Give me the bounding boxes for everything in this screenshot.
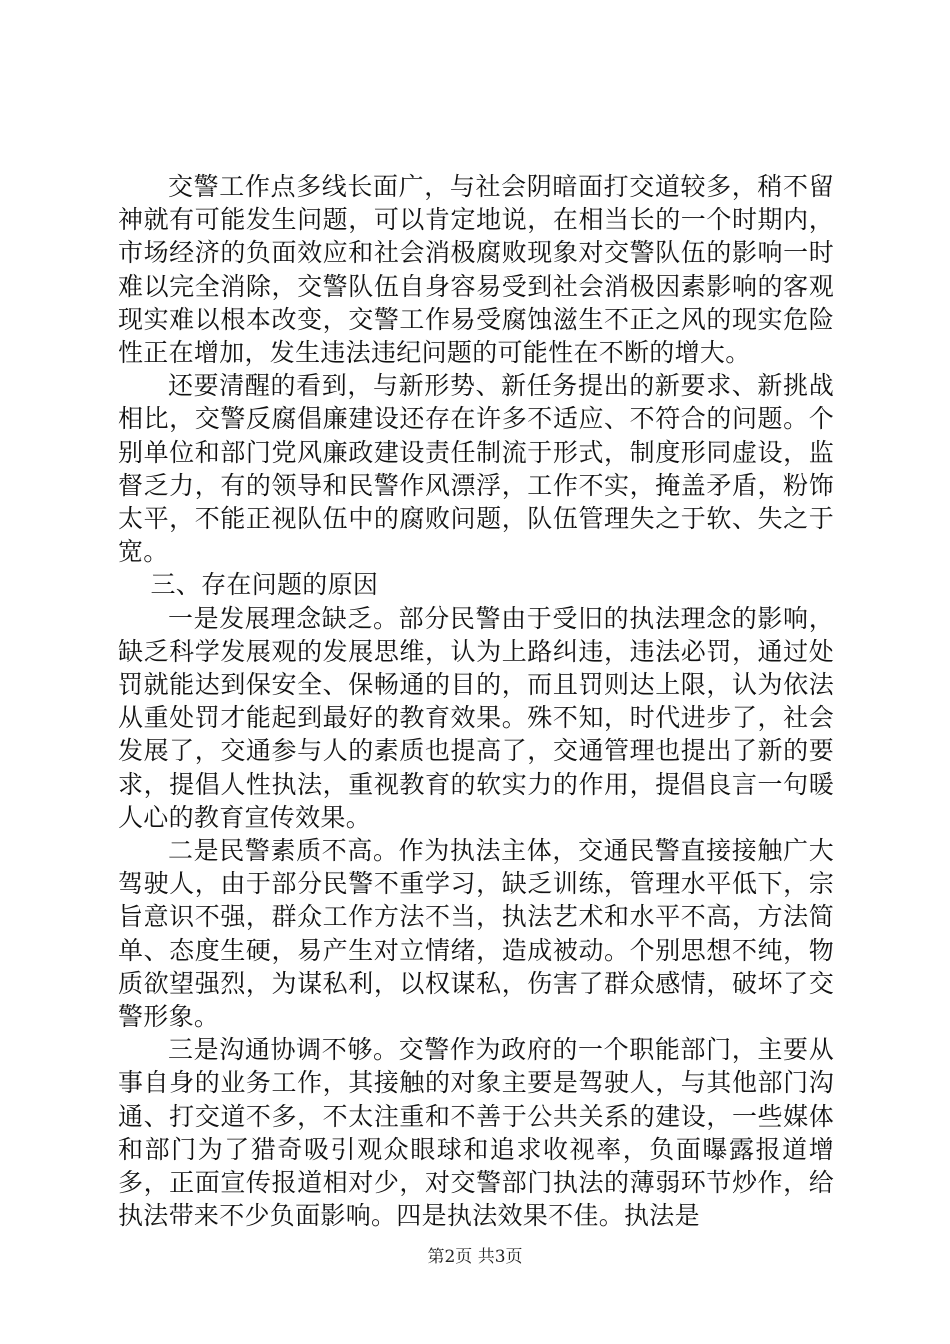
paragraph-problems: 还要清醒的看到，与新形势、新任务提出的新要求、新挑战相比，交警反腐倡廉建设还存在许多不适应、不符合的问题。个别单位和部门党风廉政建设责任制流于形式，制度形同虚设，监督乏力，有的领导和民警作风漂浮，工作不实，掩盖矛盾，粉饰太平，不能正视队伍中的腐败问题，队伍管理失之于软、失之于宽。	[118, 371, 834, 567]
page-footer: 第2页 共3页	[427, 1247, 523, 1267]
reason-paragraph-2: 二是民警素质不高。作为执法主体，交通民警直接接触广大驾驶人，由于部分民警不重学习，缺乏训练，管理水平低下，宗旨意识不强，群众工作方法不当，执法艺术和水平不高，方法简单、态度生硬，易产生对立情绪，造成被动。个别思想不纯，物质欲望强烈，为谋私利，以权谋私，伤害了群众感情，破坏了交警形象。	[118, 836, 834, 1032]
section-heading: 三、存在问题的原因	[150, 570, 379, 600]
document-body	[118, 170, 834, 1233]
reason-paragraph-3: 三是沟通协调不够。交警作为政府的一个职能部门，主要从事自身的业务工作，其接触的对象主要是驾驶人，与其他部门沟通、打交道不多，不太注重和不善于公共关系的建设，一些媒体和部门为了猎奇吸引观众眼球和追求收视率，负面曝露报道增多，正面宣传报道相对少，对交警部门执法的薄弱环节炒作，给执法带来不少负面影响。四是执法效果不佳。执法是	[118, 1035, 834, 1231]
reason-paragraph-1: 一是发展理念缺乏。部分民警由于受旧的执法理念的影响，缺乏科学发展观的发展思维，认为上路纠违，违法必罚，通过处罚就能达到保安全、保畅通的目的，而且罚则达上限，认为依法从重处罚才能起到最好的教育效果。殊不知，时代进步了，社会发展了，交通参与人的素质也提高了，交通管理也提出了新的要求，提倡人性执法，重视教育的软实力的作用，提倡良言一句暖人心的教育宣传效果。	[118, 603, 834, 832]
paragraph-risk: 交警工作点多线长面广，与社会阴暗面打交道较多，稍不留神就有可能发生问题，可以肯定地说，在相当长的一个时期内，市场经济的负面效应和社会消极腐败现象对交警队伍的影响一时难以完全消除，交警队伍自身容易受到社会消极因素影响的客观现实难以根本改变，交警工作易受腐蚀滋生不正之风的现实危险性正在增加，发生违法违纪问题的可能性在不断的增大。	[118, 172, 834, 368]
